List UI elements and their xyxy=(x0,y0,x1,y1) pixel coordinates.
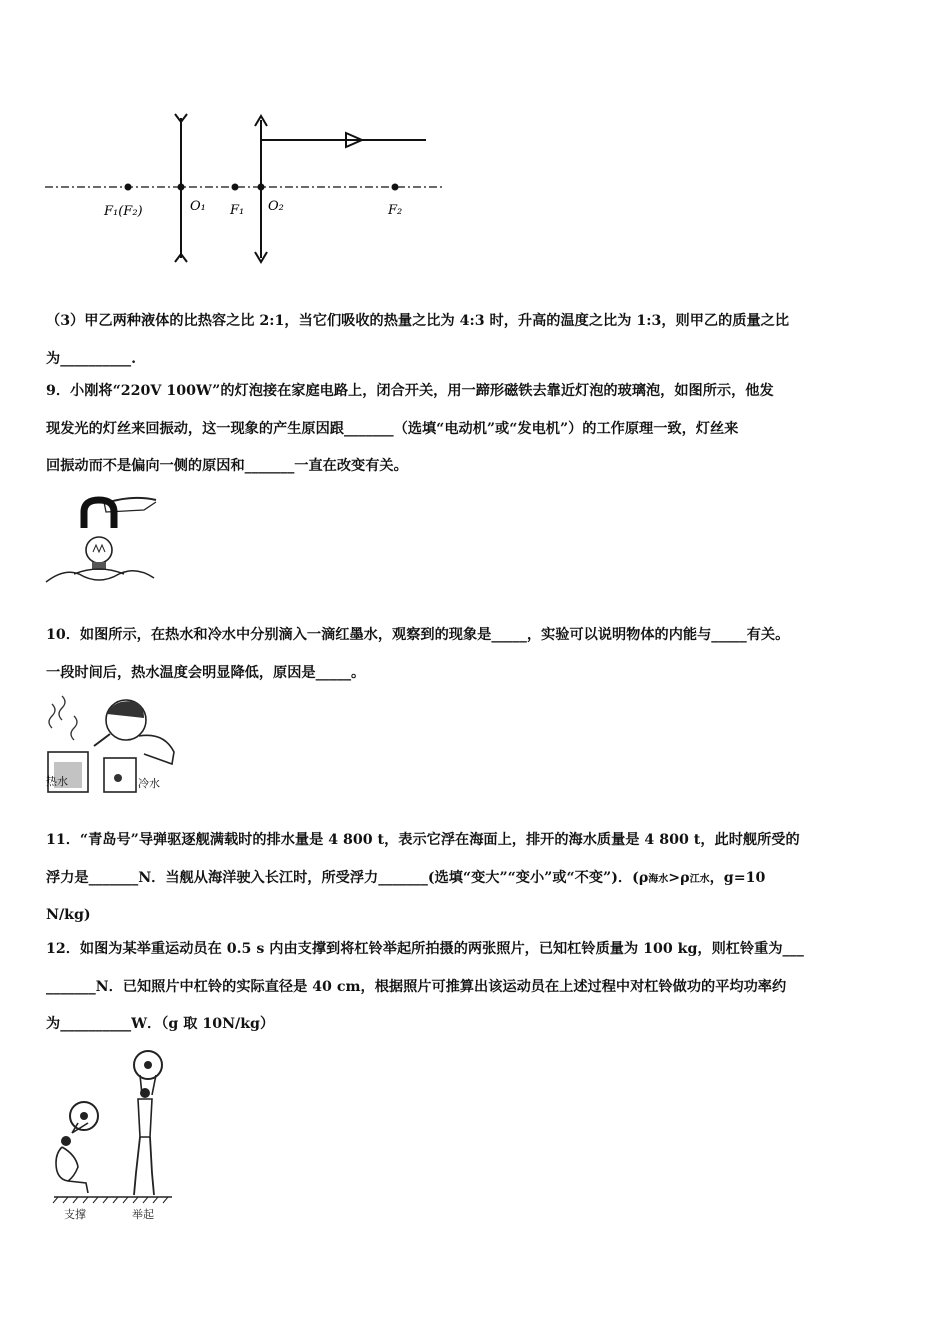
q11-line1: 11．“青岛号”导弹驱逐舰满载时的排水量是 4 800 t，表示它浮在海面上，排开的海水质量是 4 800 t，此时舰所受的 xyxy=(46,832,800,848)
q8-3-line1: （3）甲乙两种液体的比热容之比 2:1，当它们吸收的热量之比为 4:3 时，升高的温度之比为 1:3，则甲乙的质量之比 xyxy=(46,313,790,329)
q10-line1: 10．如图所示，在热水和冷水中分别滴入一滴红墨水，观察到的现象是_____，实验可以说明物体的内能与_____有关。 xyxy=(46,627,790,643)
hot-cold-water-figure xyxy=(44,692,184,802)
q11-line2 xyxy=(46,860,910,898)
magnet-bulb-figure xyxy=(44,490,164,590)
label-support: 支撑 xyxy=(64,1208,86,1221)
label-o1: O₁ xyxy=(190,199,206,214)
subscript-sea-water: 海水 xyxy=(648,873,669,885)
q9-line3: 回振动而不是偏向一侧的原因和_______一直在改变有关。 xyxy=(46,458,408,474)
label-cold-water: 冷水 xyxy=(138,777,160,790)
label-o2: O₂ xyxy=(268,199,284,214)
label-f2: F₂ xyxy=(388,203,403,218)
question-11 xyxy=(46,822,910,935)
q9-line1: 9．小刚将“220V 100W”的灯泡接在家庭电路上，闭合开关，用一蹄形磁铁去靠近灯泡的玻璃泡，如图所示，他发 xyxy=(46,383,774,399)
question-8-part-3 xyxy=(46,303,910,378)
q9-line2: 现发光的灯丝来回振动，这一现象的产生原因跟_______（选填“电动机”或“发电机”）的工作原理一致，灯丝来 xyxy=(46,420,739,437)
weightlifter-figure xyxy=(48,1043,178,1225)
question-10 xyxy=(46,617,910,692)
q12-line1: 12．如图为某举重运动员在 0.5 s 内由支撑到将杠铃举起所拍摄的两张照片，已知杠铃质量为 100 kg，则杠铃重为___ xyxy=(46,941,804,957)
q11-line2-a: 浮力是_______N．当舰从海洋驶入长江时，所受浮力_______(选填“变大”“变小”或“不变”)．(ρ xyxy=(46,869,649,886)
question-9 xyxy=(46,373,910,486)
subscript-river-water: 江水 xyxy=(689,873,710,885)
q8-3-line2: 为__________. xyxy=(46,350,137,367)
label-f1: F₁ xyxy=(230,203,245,218)
q12-line3: 为__________W．（g 取 10N/kg） xyxy=(46,1016,275,1032)
label-f1f2: F₁(F₂) xyxy=(104,204,143,219)
q11-line3: N/kg) xyxy=(46,907,91,923)
label-lift: 举起 xyxy=(132,1208,154,1221)
q10-line2: 一段时间后，热水温度会明显降低，原因是_____。 xyxy=(46,664,366,681)
question-12 xyxy=(46,931,910,1044)
label-hot-water: 热水 xyxy=(46,775,68,788)
q11-line2-c: ，g=10 xyxy=(709,869,766,886)
lens-diagram xyxy=(40,110,450,270)
q12-line2: _______N．已知照片中杠铃的实际直径是 40 cm，根据照片可推算出该运动员在上述过程中对杠铃做功的平均功率约 xyxy=(46,978,787,995)
q11-line2-b: >ρ xyxy=(668,869,690,886)
